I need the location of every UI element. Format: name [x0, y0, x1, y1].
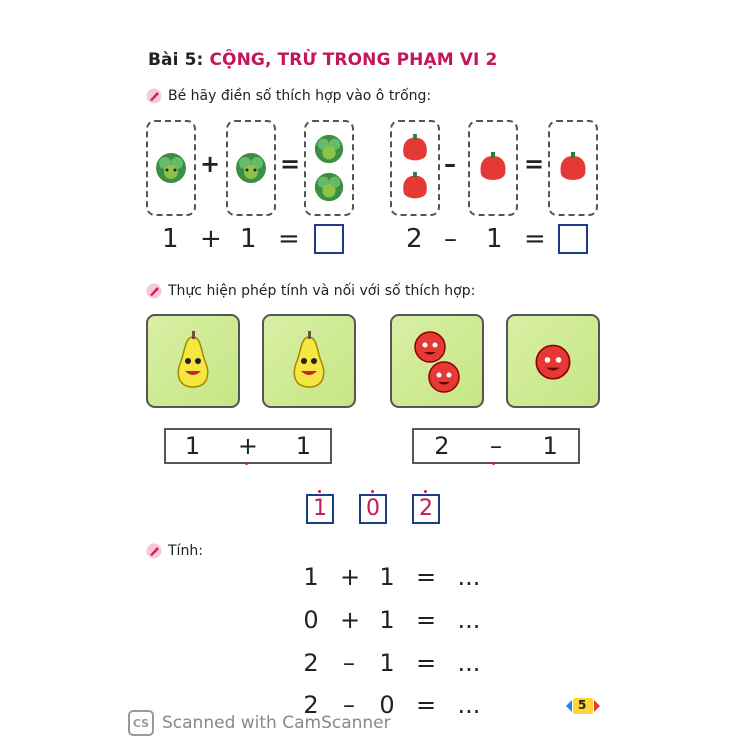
equation-term: 1	[162, 224, 179, 254]
picture-box	[390, 120, 440, 216]
exercise3-instruction: Tính:	[168, 543, 203, 559]
calc-operator: –	[343, 691, 355, 719]
calc-term: 2	[303, 649, 319, 677]
calc-equals: =	[416, 563, 437, 591]
pear-icon	[171, 331, 215, 391]
pepper-icon	[555, 150, 591, 186]
equation-operator: –	[444, 224, 457, 254]
calc-blank[interactable]: ...	[457, 563, 481, 591]
fruit-card	[390, 314, 484, 408]
minus-sign: –	[444, 150, 456, 178]
pepper-icon	[475, 150, 511, 186]
equation-term: 1	[240, 224, 257, 254]
lesson-title	[148, 50, 497, 70]
cabbage-icon	[233, 150, 269, 186]
pomegranate-icon	[426, 358, 462, 394]
connect-dot[interactable]	[492, 462, 495, 465]
calc-term: 1	[379, 649, 395, 677]
calc-row	[302, 606, 484, 634]
number-choice[interactable]: 2	[412, 494, 440, 524]
equals-sign: =	[280, 150, 301, 178]
calc-operator: –	[343, 649, 355, 677]
pomegranate-icon	[533, 341, 573, 381]
calc-blank[interactable]: ...	[457, 691, 481, 719]
calc-equals: =	[416, 606, 437, 634]
pepper-icon	[398, 132, 432, 166]
picture-box	[304, 120, 354, 216]
exercise2-instruction: Thực hiện phép tính và nối với số thích hợp:	[168, 283, 476, 299]
calc-blank[interactable]: ...	[457, 606, 481, 634]
number-choice[interactable]: 0	[359, 494, 387, 524]
calc-term: 0	[303, 606, 319, 634]
calc-equals: =	[416, 691, 437, 719]
answer-box[interactable]	[314, 224, 344, 254]
calc-term: 1	[379, 606, 395, 634]
fruit-card	[146, 314, 240, 408]
calc-operator: +	[340, 606, 361, 634]
connect-dot[interactable]	[371, 490, 374, 493]
expression-box	[164, 428, 332, 464]
calc-equals: =	[416, 649, 437, 677]
calc-blank[interactable]: ...	[457, 649, 481, 677]
pencil-icon	[146, 88, 162, 104]
picture-box	[226, 120, 276, 216]
calc-row	[302, 649, 484, 677]
connect-dot[interactable]	[424, 490, 427, 493]
scanner-text: Scanned with CamScanner	[162, 713, 391, 733]
calc-term: 1	[379, 563, 395, 591]
exercise1-instruction: Bé hãy điền số thích hợp vào ô trống:	[168, 88, 432, 104]
connect-dot[interactable]	[318, 490, 321, 493]
picture-box	[468, 120, 518, 216]
pepper-icon	[398, 170, 432, 204]
equals-sign: =	[524, 150, 545, 178]
pear-icon	[287, 331, 331, 391]
calc-operator: +	[340, 563, 361, 591]
calc-term: 1	[303, 563, 319, 591]
equation-equals: =	[524, 224, 546, 254]
lesson-number: Bài 5:	[148, 50, 204, 70]
fruit-card	[262, 314, 356, 408]
calc-row	[302, 563, 484, 591]
camscanner-logo-icon: CS	[128, 710, 154, 736]
picture-box	[548, 120, 598, 216]
calc-term: 2	[303, 691, 319, 719]
equation-operator: +	[200, 224, 222, 254]
fruit-card	[506, 314, 600, 408]
expression-term: 1	[542, 432, 558, 460]
calc-term: 0	[379, 691, 395, 719]
picture-box	[146, 120, 196, 216]
expression-term: 1	[295, 432, 312, 460]
equation-term: 2	[406, 224, 423, 254]
page-number: 5	[578, 698, 587, 712]
expression-operator: –	[489, 432, 502, 460]
cabbage-icon	[312, 132, 346, 166]
number-choice[interactable]: 1	[306, 494, 334, 524]
pencil-icon	[146, 283, 162, 299]
cabbage-icon	[312, 170, 346, 204]
cabbage-icon	[153, 150, 189, 186]
expression-operator: +	[237, 432, 259, 460]
expression-term: 2	[434, 432, 450, 460]
equation-term: 1	[486, 224, 503, 254]
connect-dot[interactable]	[245, 462, 248, 465]
plus-sign: +	[200, 150, 221, 178]
pencil-icon	[146, 543, 162, 559]
expression-box	[412, 428, 580, 464]
equation-equals: =	[278, 224, 300, 254]
lesson-heading: CỘNG, TRỪ TRONG PHẠM VI 2	[209, 50, 498, 70]
expression-term: 1	[184, 432, 201, 460]
scanner-watermark	[128, 710, 391, 736]
answer-box[interactable]	[558, 224, 588, 254]
